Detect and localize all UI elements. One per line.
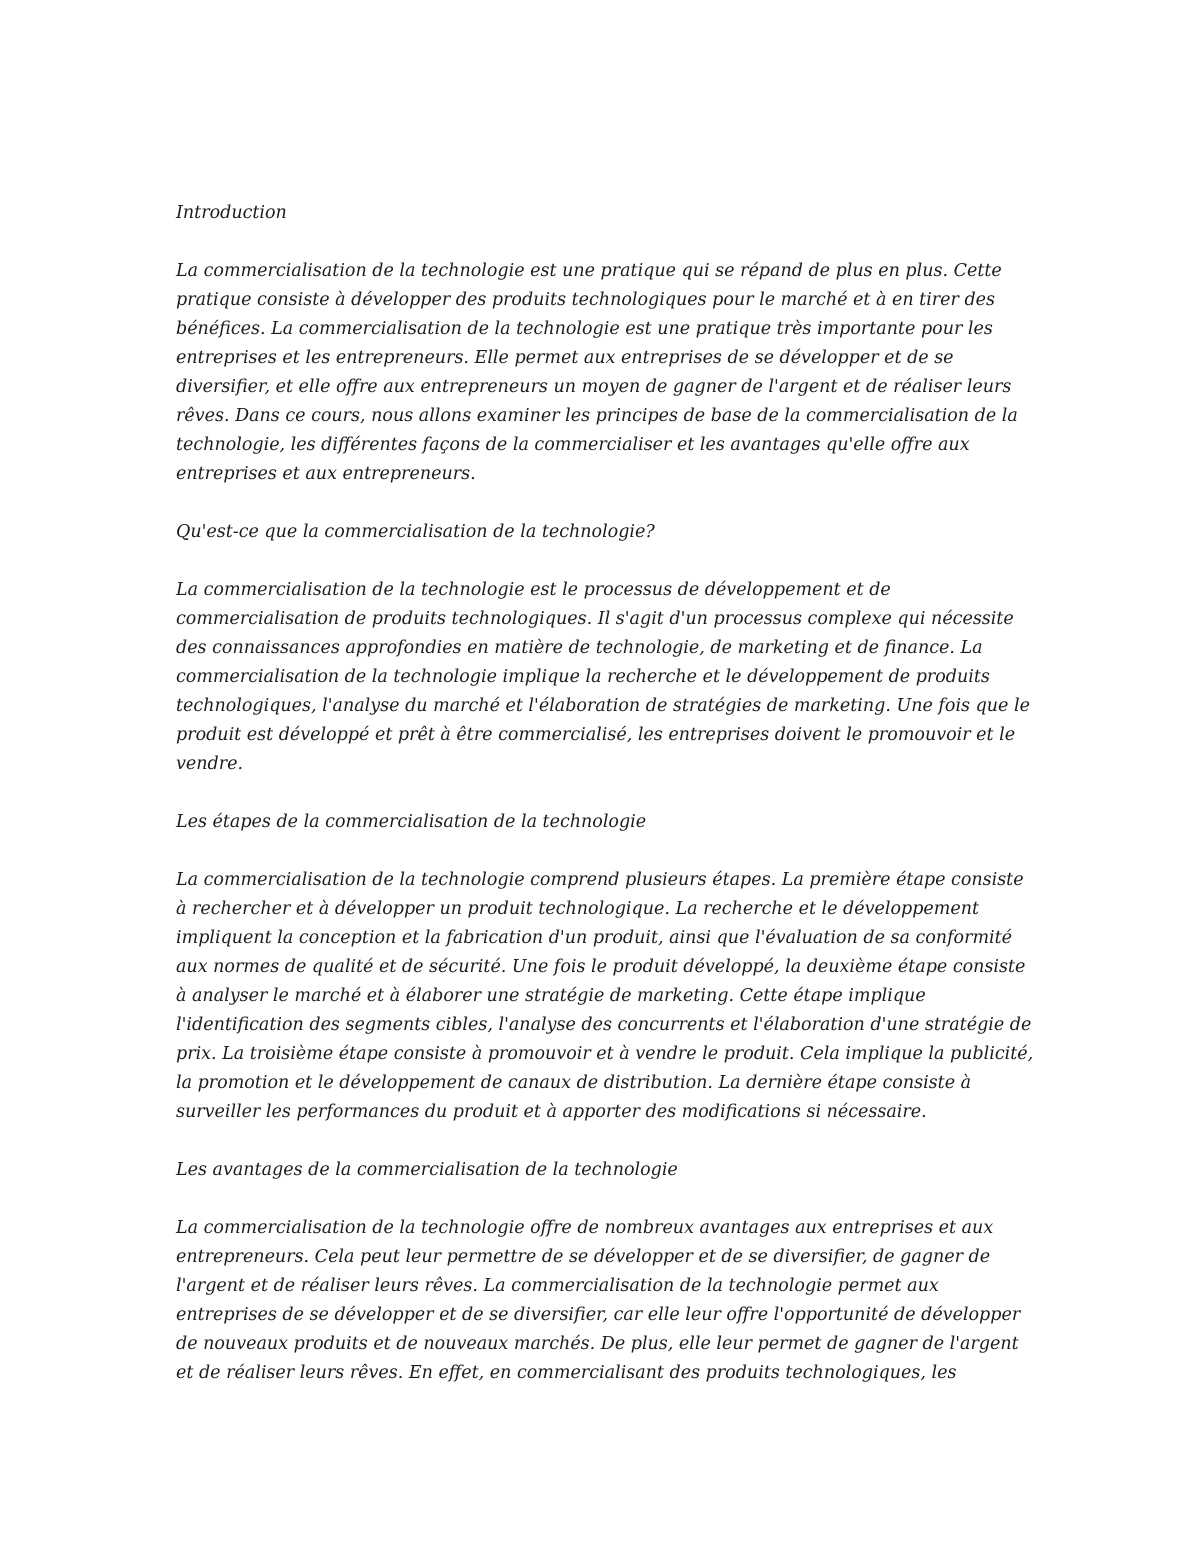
paragraph-what-is: La commercialisation de la technologie est le processus de développement et de commercialisation de produits technologiques. Il s'agit d'un processus complexe qui nécessite des connaissances approfondies en matière de technologie, de marketing et de finance. La commercialisation de la technologie implique la recherche et le développement de produits technologiques, l'analyse du marché et l'élaboration de stratégies de marketing. Une fois que le produit est développé et prêt à être commercialisé, les entreprises doivent le promouvoir et le vendre. xyxy=(176,580,1030,774)
section-heading-steps: Les étapes de la commercialisation de la technologie xyxy=(176,812,647,832)
paragraph-steps: La commercialisation de la technologie comprend plusieurs étapes. La première étape consiste à rechercher et à développer un produit technologique. La recherche et le développement impliquent la conception et la fabrication d'un produit, ainsi que l'évaluation de sa conformité aux normes de qualité et de sécurité. Une fois le produit développé, la deuxième étape consiste à analyser le marché et à élaborer une stratégie de marketing. Cette étape implique l'identification des segments cibles, l'analyse des concurrents et l'élaboration d'une stratégie de prix. La troisième étape consiste à promouvoir et à vendre le produit. Cela implique la publicité, la promotion et le développement de canaux de distribution. La dernière étape consiste à surveiller les performances du produit et à apporter des modifications si nécessaire. xyxy=(176,870,1034,1122)
section-heading-introduction: Introduction xyxy=(176,203,287,223)
document-page xyxy=(176,199,1036,1417)
section-heading-what-is: Qu'est-ce que la commercialisation de la technologie? xyxy=(176,522,655,542)
paragraph-benefits: La commercialisation de la technologie offre de nombreux avantages aux entreprises et aux entrepreneurs. Cela peut leur permettre de se développer et de se diversifier, de gagner de l'argent et de réaliser leurs rêves. La commercialisation de la technologie permet aux entreprises de se développer et de se diversifier, car elle leur offre l'opportunité de développer de nouveaux produits et de nouveaux marchés. De plus, elle leur permet de gagner de l'argent et de réaliser leurs rêves. En effet, en commercialisant des produits technologiques, les xyxy=(176,1218,1021,1383)
paragraph-introduction: La commercialisation de la technologie est une pratique qui se répand de plus en plus. Cette pratique consiste à développer des produits technologiques pour le marché et à en tirer des bénéfices. La commercialisation de la technologie est une pratique très importante pour les entreprises et les entrepreneurs. Elle permet aux entreprises de se développer et de se diversifier, et elle offre aux entrepreneurs un moyen de gagner de l'argent et de réaliser leurs rêves. Dans ce cours, nous allons examiner les principes de base de la commercialisation de la technologie, les différentes façons de la commercialiser et les avantages qu'elle offre aux entreprises et aux entrepreneurs. xyxy=(176,261,1018,484)
section-heading-benefits: Les avantages de la commercialisation de la technologie xyxy=(176,1160,678,1180)
